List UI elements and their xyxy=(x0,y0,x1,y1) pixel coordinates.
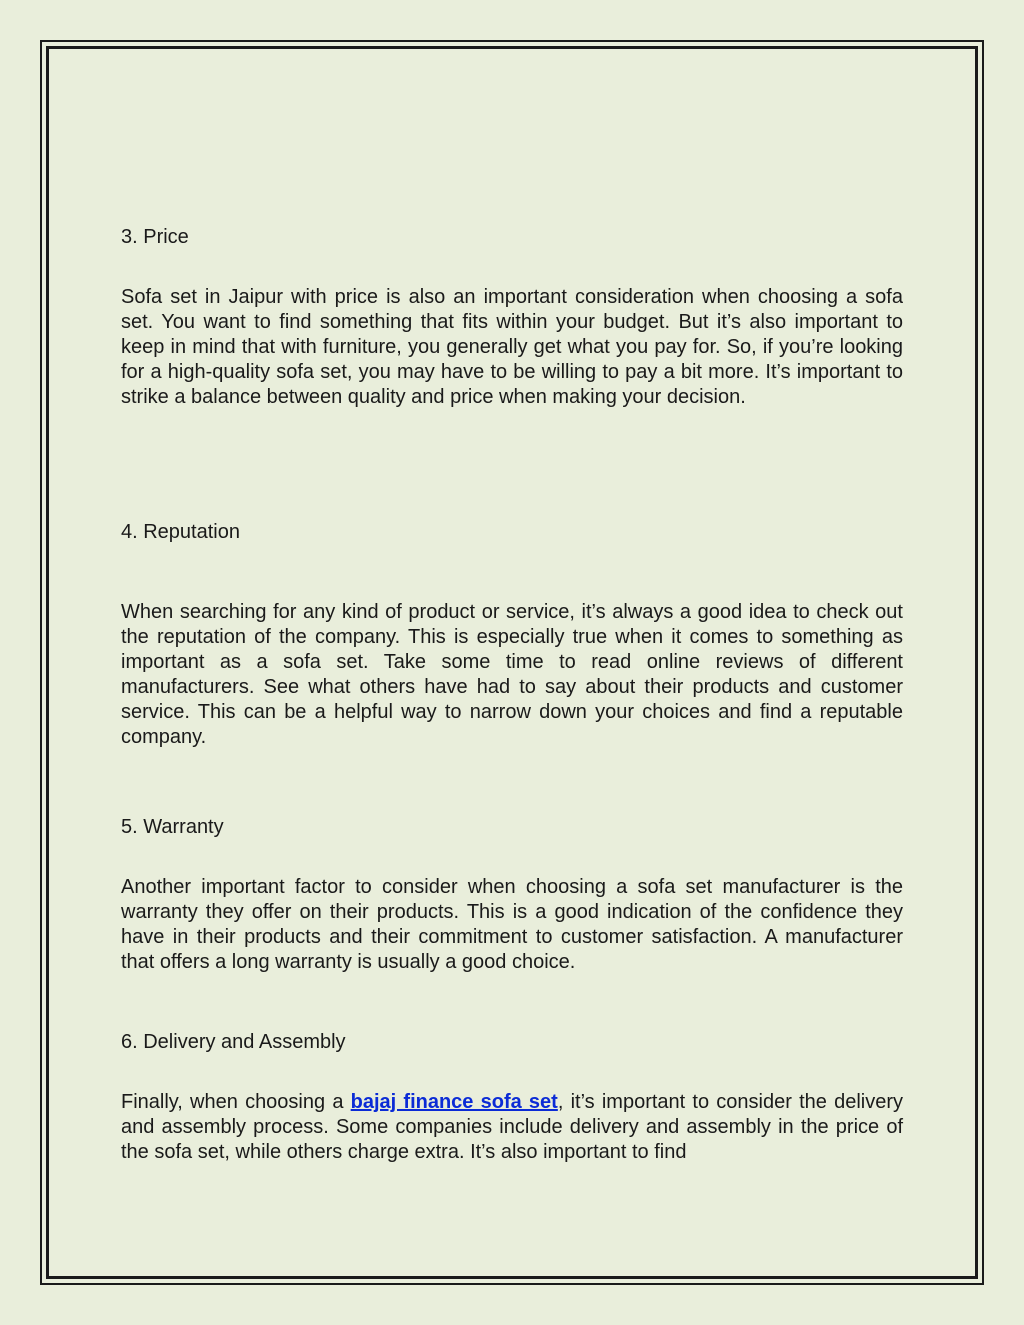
section-heading-warranty: 5. Warranty xyxy=(121,816,224,838)
section-body-warranty: Another important factor to consider when choosing a sofa set manufacturer is the warranty they offer on their products. This is a good indication of the confidence they have in their products and their commitment to customer satisfaction. A manufacturer that offers a long warranty is usually a good choice. xyxy=(121,876,903,973)
section-heading-delivery: 6. Delivery and Assembly xyxy=(121,1031,346,1053)
delivery-text-before-link: Finally, when choosing a xyxy=(121,1091,351,1113)
bajaj-finance-sofa-set-link[interactable]: bajaj finance sofa set xyxy=(350,1091,558,1113)
document-content xyxy=(121,225,903,1165)
section-body-price: Sofa set in Jaipur with price is also an important consideration when choosing a sofa set. You want to find something that fits within your budget. But it’s also important to keep in mind that with furniture, you generally get what you pay for. So, if you’re looking for a high-quality sofa set, you may have to be willing to pay a bit more. It’s important to strike a balance between quality and price when making your decision. xyxy=(121,286,903,408)
section-body-reputation: When searching for any kind of product or service, it’s always a good idea to check out the reputation of the company. This is especially true when it comes to something as important as a sofa set. Take some time to read online reviews of different manufacturers. See what others have had to say about their products and customer service. This can be a helpful way to narrow down your choices and find a reputable company. xyxy=(121,601,903,748)
delivery-text-after-link: , it’s important to consider the delivery and assembly process. Some companies include delivery and assembly in the price of the sofa set, while others charge extra. It’s also important to find xyxy=(121,1091,904,1163)
section-body-delivery xyxy=(121,1090,903,1165)
section-heading-price: 3. Price xyxy=(121,226,189,248)
section-heading-reputation: 4. Reputation xyxy=(121,521,240,543)
